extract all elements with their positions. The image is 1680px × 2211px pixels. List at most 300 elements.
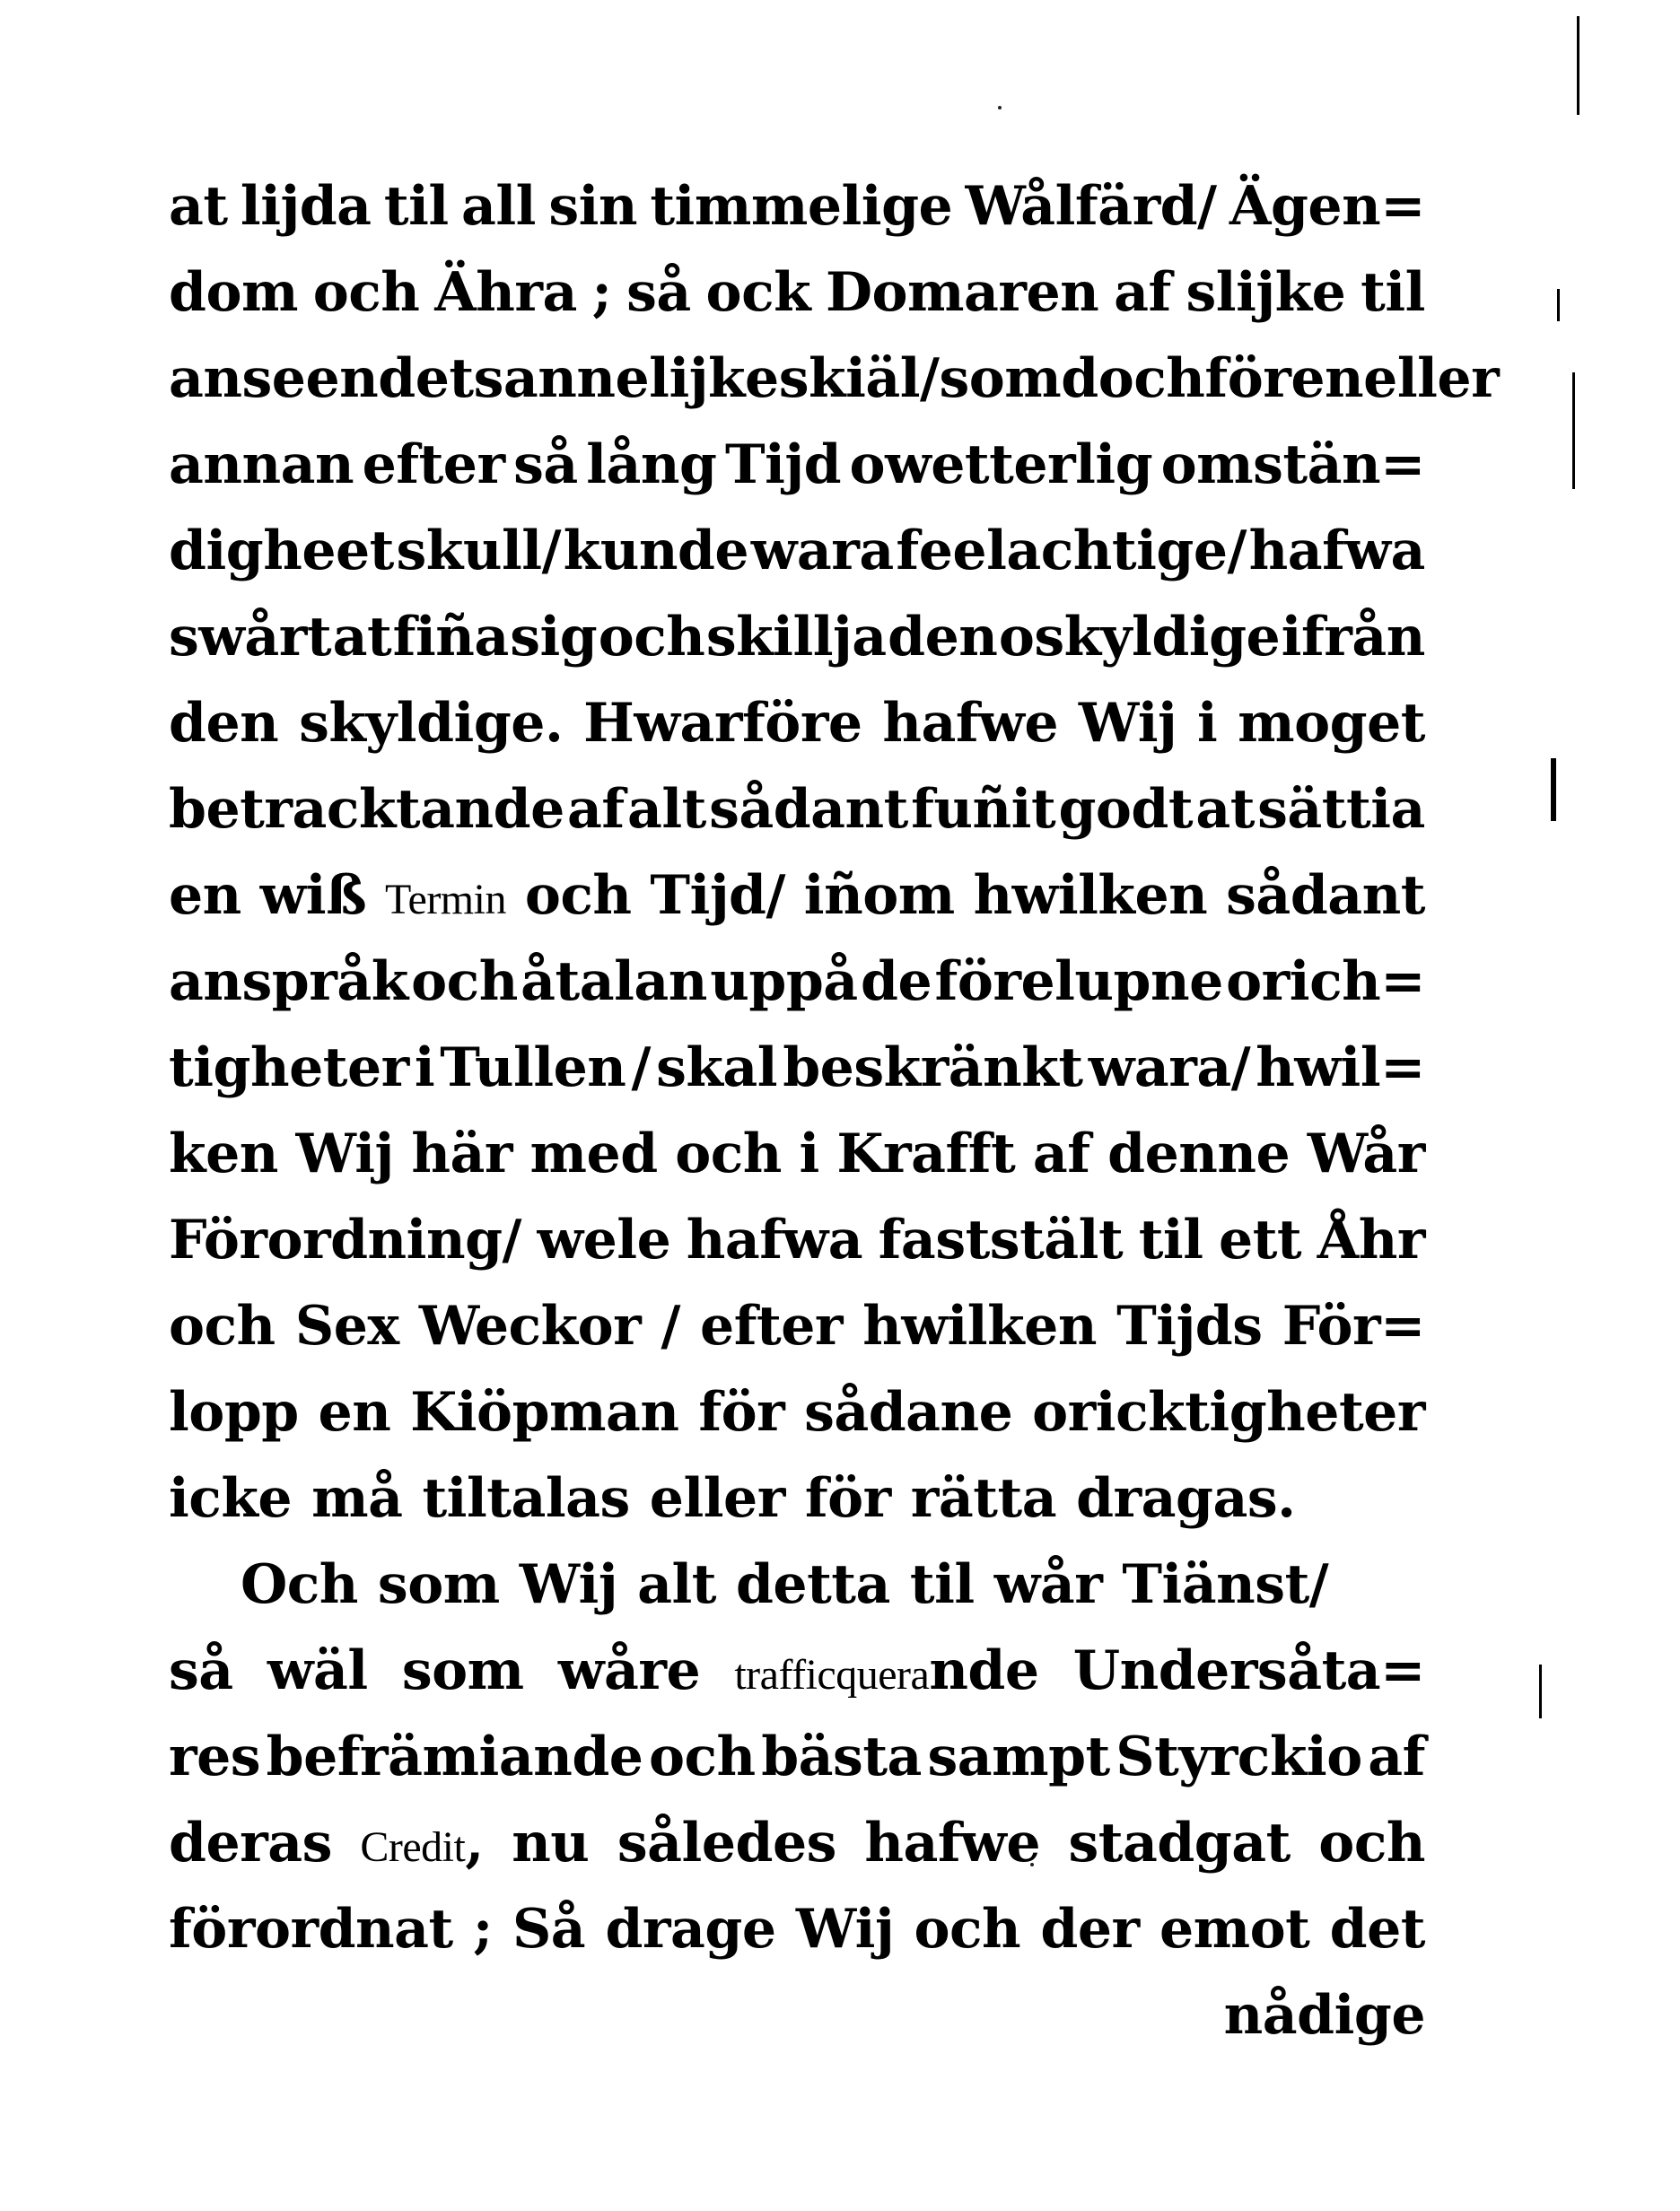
blackletter-word: och <box>914 1898 1021 1961</box>
blackletter-word: de <box>861 950 932 1013</box>
blackletter-word: i <box>799 1123 819 1185</box>
word <box>656 1025 777 1111</box>
word <box>1116 1283 1262 1369</box>
word <box>1249 508 1425 594</box>
word <box>267 1628 368 1714</box>
word <box>1089 1025 1250 1111</box>
word <box>461 163 536 249</box>
blackletter-word: orich= <box>1226 950 1425 1013</box>
blackletter-word: emot <box>1159 1898 1310 1961</box>
blackletter-word: alt <box>626 778 706 841</box>
word <box>1073 1628 1425 1714</box>
blackletter-word: för <box>1204 347 1291 410</box>
word <box>402 1628 524 1714</box>
blackletter-word: swårt <box>169 606 332 669</box>
word <box>700 1283 843 1369</box>
blackletter-word: wele <box>537 1209 671 1272</box>
word <box>169 1714 260 1800</box>
word <box>1291 336 1363 422</box>
catchword-text: nådige <box>1223 1984 1425 2047</box>
word <box>378 1542 500 1628</box>
blackletter-word: Tijd <box>724 433 842 496</box>
word <box>1308 1111 1425 1197</box>
blackletter-word: den <box>169 692 279 755</box>
blackletter-word: Wij <box>295 1123 394 1185</box>
blackletter-word: För= <box>1282 1295 1425 1358</box>
blackletter-word: stadgat <box>1068 1812 1291 1875</box>
blackletter-word: moget <box>1238 692 1425 755</box>
blackletter-word: en <box>1291 347 1364 410</box>
blackletter-word: Styrckio <box>1116 1726 1362 1788</box>
blackletter-word: Tiänst/ <box>1122 1553 1329 1616</box>
blackletter-word: kunde <box>563 520 749 582</box>
blackletter-word: owetterlig <box>849 433 1153 496</box>
blackletter-word: hwilken <box>862 1295 1097 1358</box>
text-line <box>169 422 1425 508</box>
word <box>751 508 894 594</box>
blackletter-word: sättia <box>1257 778 1425 841</box>
blackletter-word: Förordning/ <box>169 1209 521 1272</box>
blackletter-word: Och <box>241 1553 358 1616</box>
blackletter-word: Undersåta= <box>1072 1639 1425 1702</box>
blackletter-word: Åhr <box>1317 1209 1425 1272</box>
text-line <box>169 1455 1425 1542</box>
blackletter-word: ; <box>473 1898 493 1961</box>
blackletter-word: Tijd/ <box>650 864 785 927</box>
blackletter-word: Ägen= <box>1229 175 1425 238</box>
blackletter-word: och <box>169 1295 276 1358</box>
word <box>599 594 705 680</box>
word <box>169 336 474 422</box>
word <box>169 1455 292 1542</box>
blackletter-word: Tullen <box>440 1036 626 1099</box>
word <box>661 1283 679 1369</box>
word <box>169 680 278 766</box>
blackletter-word: godt <box>1058 778 1194 841</box>
margin-rule-mark <box>1539 1665 1542 1718</box>
blackletter-word: af <box>567 778 625 841</box>
word <box>169 594 331 680</box>
blackletter-word: / <box>661 1295 680 1358</box>
text-line <box>169 1111 1425 1197</box>
word <box>419 1283 641 1369</box>
word <box>510 594 597 680</box>
word <box>1040 1886 1139 1972</box>
word <box>710 939 857 1025</box>
blackletter-word: rätta <box>910 1467 1057 1530</box>
text-line <box>169 594 1425 680</box>
blackletter-word: en <box>318 1381 391 1444</box>
word <box>267 1714 643 1800</box>
blackletter-word: skal <box>656 1036 778 1099</box>
word <box>804 1369 1012 1455</box>
word <box>169 1197 521 1283</box>
blackletter-word: iñom <box>803 864 955 927</box>
blackletter-word: det <box>1329 1898 1425 1961</box>
blackletter-word: och <box>648 1726 756 1788</box>
word <box>1282 594 1425 680</box>
text-line <box>169 1542 1425 1628</box>
word <box>1079 680 1177 766</box>
word <box>363 422 505 508</box>
word <box>914 1886 1020 1972</box>
blackletter-word: ifrån <box>1281 606 1425 669</box>
word <box>888 594 997 680</box>
blackletter-word: ; <box>591 261 612 324</box>
word <box>994 1542 1103 1628</box>
word <box>650 163 952 249</box>
word <box>1058 766 1193 852</box>
word <box>650 852 785 939</box>
blackletter-word: deras <box>169 1812 332 1875</box>
text-line <box>169 1197 1425 1283</box>
blackletter-word: der <box>1040 1898 1140 1961</box>
word <box>879 1197 1124 1283</box>
word <box>1256 1025 1425 1111</box>
word <box>169 766 564 852</box>
blackletter-word: ett <box>1219 1209 1302 1272</box>
blackletter-word: en <box>169 864 241 927</box>
text-line <box>169 163 1425 249</box>
word <box>910 1542 975 1628</box>
word <box>525 852 632 939</box>
word <box>397 508 561 594</box>
blackletter-word: wår <box>993 1553 1103 1616</box>
blackletter-word: timmelige <box>650 175 953 238</box>
blackletter-word: oricktigheter <box>1032 1381 1425 1444</box>
blackletter-word: hafwe <box>864 1812 1041 1875</box>
blackletter-word: som <box>939 347 1062 410</box>
blackletter-word: at <box>332 606 392 669</box>
word <box>169 1283 276 1369</box>
word <box>1114 249 1171 336</box>
blackletter-word: Wij <box>795 1898 895 1961</box>
blackletter-word: detta <box>735 1553 890 1616</box>
text-line <box>169 1628 1425 1714</box>
blackletter-word: Wij <box>519 1553 618 1616</box>
text-line <box>169 1800 1425 1886</box>
word <box>850 422 1153 508</box>
word <box>1122 1542 1328 1628</box>
blackletter-word: i <box>414 1036 435 1099</box>
blackletter-word: digheet <box>169 520 394 582</box>
blackletter-word: icke <box>169 1467 293 1530</box>
word <box>864 1800 1040 1886</box>
blackletter-word: i <box>1197 692 1218 755</box>
blackletter-word: anspråk <box>169 950 408 1013</box>
word <box>333 594 392 680</box>
blackletter-word: Wij <box>1078 692 1177 755</box>
blackletter-word: för <box>698 1381 785 1444</box>
word <box>410 1369 678 1455</box>
word <box>1161 422 1425 508</box>
blackletter-word: Krafft <box>836 1123 1016 1185</box>
word <box>169 1025 409 1111</box>
word <box>520 1542 617 1628</box>
word <box>650 1455 785 1542</box>
word <box>558 1628 700 1714</box>
word <box>169 1628 233 1714</box>
blackletter-word: ock <box>705 261 811 324</box>
blackletter-word: här <box>411 1123 512 1185</box>
blackletter-word: feelachtige/ <box>896 520 1247 582</box>
blackletter-word: Hwarföre <box>583 692 862 755</box>
blackletter-word: Wår <box>1307 1123 1425 1185</box>
word <box>411 939 518 1025</box>
word <box>521 939 707 1025</box>
blackletter-word: oskyldige <box>998 606 1281 669</box>
blackletter-word: af <box>1368 1726 1425 1788</box>
blackletter-word: således <box>617 1812 836 1875</box>
word <box>826 249 1098 336</box>
word <box>1368 1714 1425 1800</box>
word <box>736 1542 890 1628</box>
blackletter-word: hwilken <box>973 864 1208 927</box>
blackletter-word: sin <box>548 175 638 238</box>
roman-type-word: trafficquera <box>734 1651 930 1699</box>
word <box>1107 1111 1290 1197</box>
blackletter-word: hafwa <box>1248 520 1425 582</box>
word <box>632 1025 651 1111</box>
word <box>512 1886 585 1972</box>
text-line <box>169 852 1425 939</box>
blackletter-word: fiña <box>392 606 509 669</box>
word <box>698 1369 784 1455</box>
word <box>1361 249 1425 336</box>
blackletter-word: som <box>401 1639 524 1702</box>
blackletter-word: betracktande <box>169 778 564 841</box>
text-line <box>169 1886 1425 1972</box>
word <box>966 163 1217 249</box>
blackletter-word: för <box>804 1467 891 1530</box>
word <box>169 1800 332 1886</box>
word <box>295 1283 399 1369</box>
text-line <box>169 939 1425 1025</box>
word <box>911 766 1055 852</box>
blackletter-word: må <box>311 1467 403 1530</box>
word <box>1159 1886 1309 1972</box>
word <box>627 766 706 852</box>
word <box>1219 1197 1301 1283</box>
blackletter-word: förelupne <box>934 950 1223 1013</box>
word <box>882 680 1058 766</box>
blackletter-word: wiß <box>259 864 367 927</box>
blackletter-word: doch <box>1061 347 1205 410</box>
blackletter-word: Så <box>512 1898 586 1961</box>
blackletter-word: Kiöpman <box>410 1381 679 1444</box>
roman-type-word: Termin <box>385 876 506 923</box>
text-line <box>169 508 1425 594</box>
word <box>861 939 932 1025</box>
word <box>1317 1197 1425 1283</box>
blackletter-word: sannelijke <box>473 347 779 410</box>
word <box>605 1886 775 1972</box>
word <box>411 1111 512 1197</box>
word <box>761 1714 922 1800</box>
blackletter-word: åtalan <box>521 950 707 1013</box>
word <box>169 939 408 1025</box>
word <box>241 1542 358 1628</box>
word <box>649 1714 756 1800</box>
word <box>422 1455 629 1542</box>
word <box>617 1800 836 1886</box>
word <box>725 422 841 508</box>
word <box>1061 336 1204 422</box>
blackletter-word: wara <box>750 520 894 582</box>
blackletter-word: och <box>675 1123 782 1185</box>
word <box>804 852 955 939</box>
blackletter-word: lijda <box>240 175 372 238</box>
word <box>311 1455 402 1542</box>
word <box>935 939 1223 1025</box>
blackletter-word: skillja <box>705 606 887 669</box>
word <box>1068 1800 1290 1886</box>
blackletter-word: och <box>312 261 420 324</box>
word <box>1033 1111 1090 1197</box>
blackletter-word: Domaren <box>825 261 1099 324</box>
blackletter-word: til <box>1361 261 1425 324</box>
catchword <box>169 1972 1425 2058</box>
blackletter-word: tiltalas <box>422 1467 630 1530</box>
blackletter-word: lopp <box>169 1381 299 1444</box>
word <box>592 249 612 336</box>
word <box>295 1111 393 1197</box>
word <box>434 249 577 336</box>
blackletter-word: dragas. <box>1076 1467 1296 1530</box>
blackletter-word: den <box>888 606 998 669</box>
blackletter-word: alt <box>637 1553 716 1616</box>
blackletter-word: faststält <box>878 1209 1124 1272</box>
word <box>626 249 691 336</box>
blackletter-word: sampt <box>927 1726 1110 1788</box>
blackletter-word: slijke <box>1186 261 1346 324</box>
word <box>319 1369 391 1455</box>
word <box>1282 1283 1425 1369</box>
blackletter-word: eller <box>1363 347 1500 410</box>
word <box>1363 336 1499 422</box>
word <box>999 594 1280 680</box>
word <box>384 163 449 249</box>
blackletter-word: til <box>909 1553 975 1616</box>
blackletter-word: Tijds <box>1116 1295 1263 1358</box>
word <box>1032 1369 1425 1455</box>
word <box>783 1025 1082 1111</box>
blackletter-word: til <box>1138 1209 1203 1272</box>
word <box>687 1197 862 1283</box>
blackletter-word: denne <box>1107 1123 1291 1185</box>
blackletter-word: wåre <box>557 1639 701 1702</box>
word <box>805 1455 891 1542</box>
word <box>169 1111 278 1197</box>
word <box>1257 766 1425 852</box>
word <box>169 852 241 939</box>
word <box>1116 1714 1361 1800</box>
blackletter-word: sådane <box>804 1381 1013 1444</box>
text-line <box>169 766 1425 852</box>
word <box>385 852 506 939</box>
text-line <box>169 249 1425 336</box>
blackletter-word: så <box>169 1639 233 1702</box>
word <box>1197 680 1217 766</box>
blackletter-word: nde <box>929 1639 1039 1702</box>
word <box>169 508 394 594</box>
blackletter-word: efter <box>362 433 505 496</box>
blackletter-word: sig <box>510 606 598 669</box>
blackletter-word: nu <box>512 1812 590 1875</box>
word <box>512 1800 589 1886</box>
word <box>169 422 354 508</box>
text-line <box>169 680 1425 766</box>
word <box>1139 1197 1203 1283</box>
text-line <box>169 1025 1425 1111</box>
word <box>299 680 563 766</box>
blackletter-word: annan <box>169 433 354 496</box>
blackletter-word: res <box>169 1726 261 1788</box>
blackletter-word: anseendet <box>169 347 474 410</box>
blackletter-word: sådant <box>709 778 908 841</box>
blackletter-word: så <box>626 261 691 324</box>
margin-rule-mark <box>1577 16 1579 115</box>
text-line <box>169 1283 1425 1369</box>
word <box>1186 249 1346 336</box>
blackletter-word: hafwe <box>882 692 1059 755</box>
word <box>779 336 940 422</box>
blackletter-word: / <box>631 1036 651 1099</box>
blackletter-word: bästa <box>761 1726 922 1788</box>
body-text <box>169 163 1500 1972</box>
blackletter-word: omstän= <box>1160 433 1425 496</box>
blackletter-word: all <box>461 175 536 238</box>
text-line <box>169 1369 1425 1455</box>
word <box>799 1111 818 1197</box>
word <box>548 163 637 249</box>
word <box>974 852 1208 939</box>
word <box>911 1455 1056 1542</box>
blackletter-word: så <box>513 433 578 496</box>
blackletter-word: lång <box>586 433 717 496</box>
word <box>1204 336 1291 422</box>
word <box>583 680 862 766</box>
word <box>440 1025 626 1111</box>
word <box>1318 1800 1425 1886</box>
blackletter-word: beskränkt <box>783 1036 1083 1099</box>
word <box>537 1197 670 1283</box>
blackletter-word: uppå <box>710 950 858 1013</box>
blackletter-word: at <box>1195 778 1255 841</box>
word <box>415 1025 434 1111</box>
word <box>169 249 298 336</box>
blackletter-word: och <box>524 864 632 927</box>
word <box>1226 939 1425 1025</box>
blackletter-word: tigheter <box>169 1036 409 1099</box>
word <box>1076 1455 1295 1542</box>
blackletter-word: befrämiande <box>266 1726 643 1788</box>
blackletter-word: förordnat <box>169 1898 453 1961</box>
word <box>1195 766 1255 852</box>
word <box>513 422 578 508</box>
blackletter-word: , <box>465 1812 484 1875</box>
blackletter-word: Wålfärd/ <box>965 175 1217 238</box>
word <box>313 249 420 336</box>
blackletter-word: af <box>1032 1123 1090 1185</box>
blackletter-word: och <box>598 606 705 669</box>
word <box>939 336 1061 422</box>
word <box>1226 852 1425 939</box>
blackletter-word: med <box>529 1123 658 1185</box>
word <box>1229 163 1425 249</box>
blackletter-word: efter <box>700 1295 844 1358</box>
word <box>393 594 509 680</box>
